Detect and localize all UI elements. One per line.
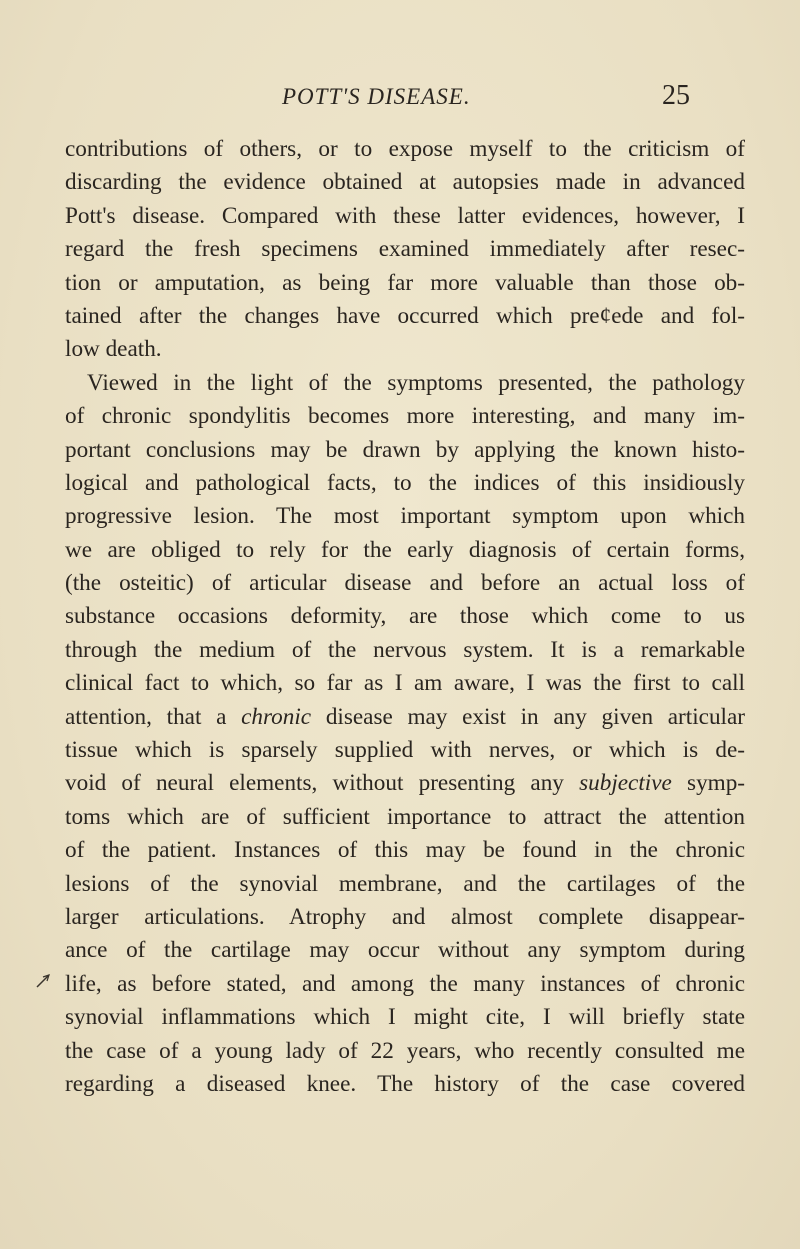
text-line: tissue which is sparsely supplied with nerves, or which is de-: [65, 737, 745, 764]
italic-word: chronic: [241, 703, 312, 730]
text-segment: attention, that a: [65, 703, 242, 730]
text-line: ance of the cartilage may occur without any symptom during: [65, 937, 745, 964]
text-line: regard the fresh specimens examined immediately after resec-: [65, 236, 745, 263]
text-line: the case of a young lady of 22 years, who recently consulted me: [65, 1037, 745, 1064]
text-line: discarding the evidence obtained at autopsies made in advanced: [65, 169, 745, 196]
text-line: larger articulations. Atrophy and almost complete disappear-: [65, 903, 745, 930]
page-header: [0, 80, 800, 120]
text-line: synovial inflammations which I might cite, I will briefly state: [65, 1004, 745, 1031]
text-line: regarding a diseased knee. The history of the case covered: [65, 1070, 745, 1097]
text-line: of the patient. Instances of this may be found in the chronic: [65, 837, 745, 864]
text-line: [65, 767, 745, 800]
text-line: life, as before stated, and among the many instances of chronic: [65, 970, 745, 997]
text-line: tion or amputation, as being far more valuable than those ob-: [65, 269, 745, 296]
text-segment: symp-: [671, 770, 745, 797]
text-line: progressive lesion. The most important symptom upon which: [65, 503, 745, 530]
text-line: of chronic spondylitis becomes more interesting, and many im-: [65, 403, 745, 430]
text-line: contributions of others, or to expose myself to the criticism of: [65, 136, 745, 162]
text-line: toms which are of sufficient importance to attract the attention: [65, 803, 745, 830]
text-line: through the medium of the nervous system. It is a remarkable: [65, 636, 745, 663]
running-title: POTT'S DISEASE.: [282, 84, 471, 109]
text-line: (the osteitic) of articular disease and before an actual loss of: [65, 570, 745, 597]
text-line: lesions of the synovial membrane, and the cartilages of the: [65, 870, 745, 897]
text-line: portant conclusions may be drawn by applying the known histo-: [65, 436, 745, 463]
text-line: low death.: [65, 336, 162, 363]
page-number: 25: [662, 80, 690, 111]
text-line: Pott's disease. Compared with these latter evidences, however, I: [65, 202, 745, 229]
text-line: Viewed in the light of the symptoms presented, the pathology: [87, 369, 745, 396]
text-line: tained after the changes have occurred which pre¢ede and fol-: [65, 302, 745, 329]
margin-mark-icon: [36, 974, 50, 988]
text-segment: disease may exist in any given articular: [311, 703, 745, 730]
text-segment: void of neural elements, without presenting any: [65, 770, 580, 797]
body-text: [65, 133, 745, 1101]
text-line: substance occasions deformity, are those which come to us: [65, 603, 745, 630]
italic-word: subjective: [579, 770, 672, 797]
text-line: logical and pathological facts, to the indices of this insidiously: [65, 469, 745, 496]
text-line: we are obliged to rely for the early diagnosis of certain forms,: [65, 536, 745, 563]
text-line: clinical fact to which, so far as I am aware, I was the first to call: [65, 670, 745, 697]
text-line: [65, 701, 745, 734]
